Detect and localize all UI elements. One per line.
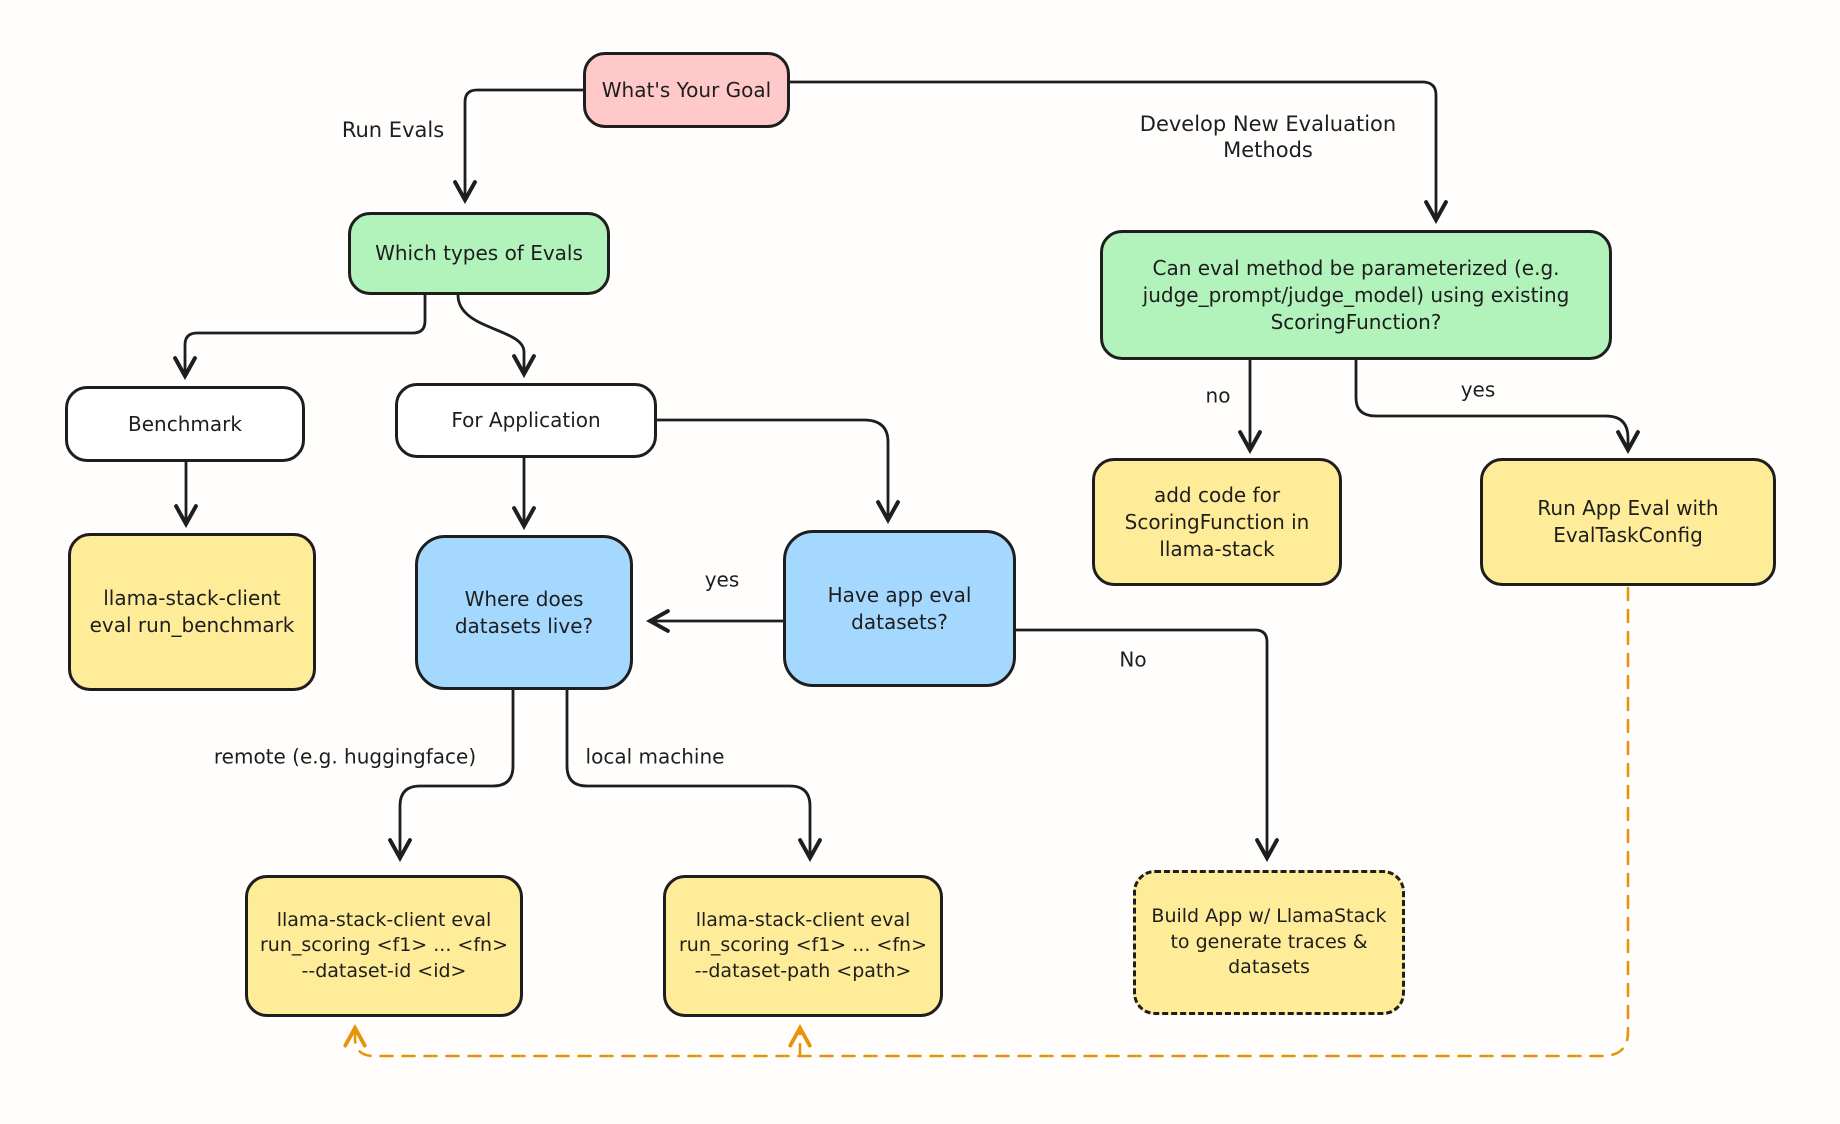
node-which-types-of-evals	[348, 212, 610, 295]
edge-where-remote-to-dataset-id	[400, 690, 513, 856]
node-run-scoring-dataset-id-command-label: llama-stack-client eval run_scoring <f1> ... <fn> --dataset-id <id>	[260, 908, 508, 982]
edge-which-to-benchmark	[185, 295, 425, 374]
edge-for-application-to-have-app	[657, 420, 888, 518]
edge-label-develop-new-evaluation-methods: Develop New Evaluation Methods	[1139, 111, 1397, 162]
node-build-app-with-llamastack	[1133, 870, 1405, 1015]
edge-where-local-to-dataset-path	[567, 690, 810, 856]
node-for-application	[395, 383, 657, 458]
node-run-scoring-dataset-id-command	[245, 875, 523, 1017]
edge-label-run-evals: Run Evals	[341, 117, 445, 142]
node-add-code-for-scoringfunction	[1092, 458, 1342, 586]
node-add-code-for-scoringfunction-label: add code for ScoringFunction in llama-stack	[1124, 482, 1310, 561]
node-run-app-eval-with-evaltaskconfig-label: Run App Eval with EvalTaskConfig	[1537, 496, 1719, 547]
edge-which-to-for-application	[458, 295, 524, 372]
edge-label-yes-have-datasets: yes	[704, 567, 740, 592]
node-run-scoring-dataset-path-command	[663, 875, 943, 1017]
node-can-eval-method-be-parameterized	[1100, 230, 1612, 360]
edge-label-no-have-datasets: No	[1119, 647, 1147, 672]
node-benchmark	[65, 386, 305, 462]
edge-can-eval-yes-to-run-app-eval	[1356, 360, 1628, 448]
node-run-scoring-dataset-path-command-label: llama-stack-client eval run_scoring <f1> ... <fn> --dataset-path <path>	[679, 908, 927, 982]
node-for-application-label: For Application	[451, 408, 601, 432]
node-can-eval-method-be-parameterized-label: Can eval method be parameterized (e.g. judge_prompt/judge_model) using existing ScoringFunction?	[1142, 255, 1570, 334]
edge-label-remote-huggingface: remote (e.g. huggingface)	[213, 744, 477, 769]
node-have-app-eval-datasets	[783, 530, 1016, 687]
node-run-benchmark-command	[68, 533, 316, 691]
node-run-app-eval-with-evaltaskconfig	[1480, 458, 1776, 586]
node-benchmark-label: Benchmark	[128, 411, 242, 436]
edge-label-no-scoringfunction: no	[1205, 383, 1231, 408]
node-whats-your-goal	[583, 52, 790, 128]
node-run-benchmark-command-label: llama-stack-client eval run_benchmark	[89, 586, 295, 637]
edge-label-yes-scoringfunction: yes	[1460, 377, 1496, 402]
edge-label-local-machine: local machine	[585, 744, 725, 769]
node-where-does-datasets-live-label: Where does datasets live?	[454, 586, 594, 638]
node-build-app-with-llamastack-label: Build App w/ LlamaStack to generate traces & datasets	[1151, 905, 1387, 979]
node-where-does-datasets-live	[415, 535, 633, 690]
node-have-app-eval-datasets-label: Have app eval datasets?	[827, 582, 972, 634]
node-whats-your-goal-label: What's Your Goal	[601, 77, 772, 102]
node-which-types-of-evals-label: Which types of Evals	[375, 241, 583, 265]
edge-goal-to-which-types	[465, 90, 583, 198]
